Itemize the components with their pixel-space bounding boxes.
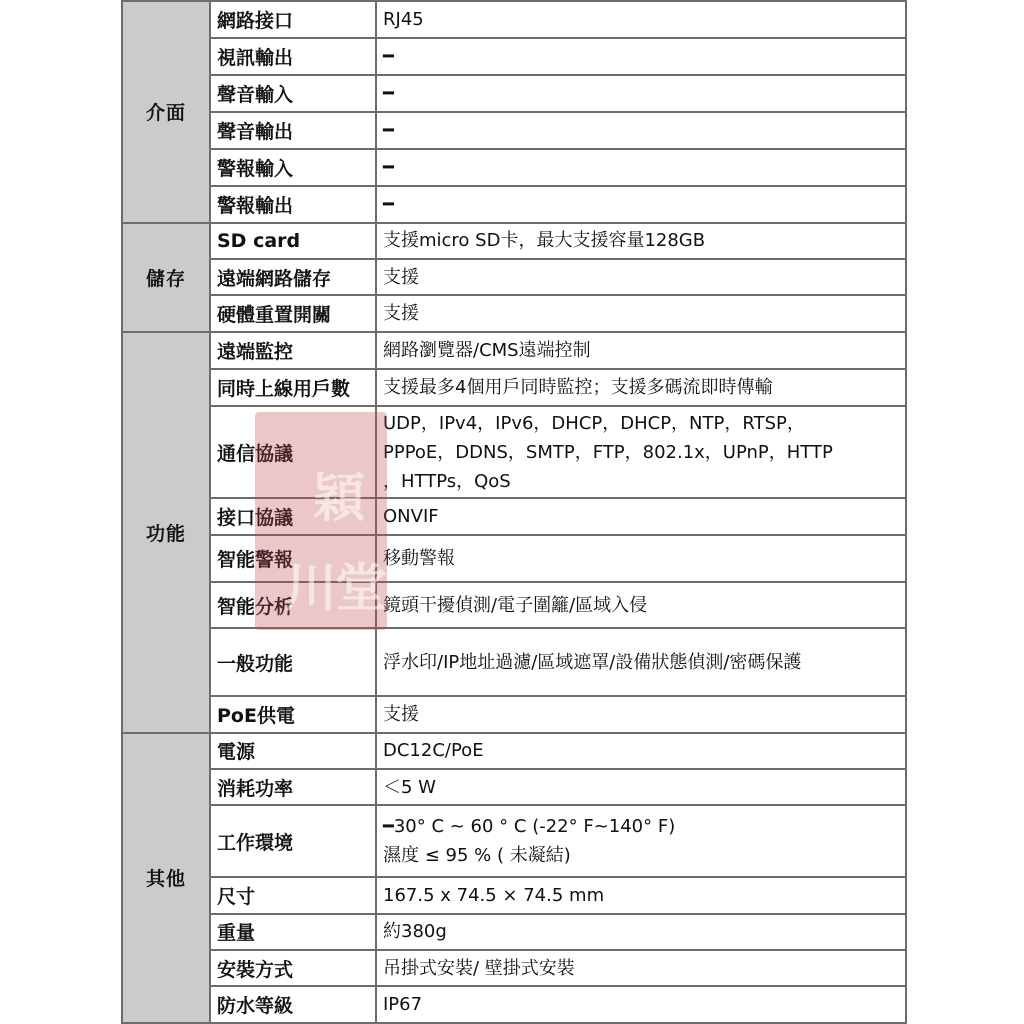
spec-value-line: ━ — [383, 193, 394, 215]
spec-value-line: RJ45 — [383, 9, 424, 31]
spec-table — [121, 0, 907, 1024]
spec-row — [122, 582, 906, 629]
spec-row — [122, 332, 906, 369]
spec-value-line: 濕度 ≤ 95 % ( 未凝結) — [383, 845, 571, 867]
spec-value — [376, 223, 906, 259]
spec-value-line: PPPoE，DDNS，SMTP，FTP，802.1x，UPnP，HTTP — [383, 441, 833, 463]
spec-value — [376, 259, 906, 295]
category-other: 其他 — [122, 733, 210, 1023]
spec-value — [376, 628, 906, 696]
spec-row — [122, 369, 906, 405]
spec-row — [122, 733, 906, 769]
spec-row — [122, 498, 906, 534]
spec-value-line: ━ — [383, 83, 394, 105]
spec-label: 重量 — [210, 914, 376, 950]
spec-row — [122, 628, 906, 696]
spec-value-line: IP67 — [383, 994, 423, 1016]
spec-value — [376, 950, 906, 986]
spec-value-line: 167.5 x 74.5 × 74.5 mm — [383, 884, 605, 906]
spec-label: 防水等級 — [210, 986, 376, 1023]
spec-value — [376, 769, 906, 805]
spec-value-line: ＜5 W — [383, 776, 436, 798]
spec-value-line: DC12C/PoE — [383, 740, 484, 762]
spec-value — [376, 149, 906, 186]
watermark-char: 川 — [285, 558, 338, 619]
spec-label: 安裝方式 — [210, 950, 376, 986]
spec-value — [376, 295, 906, 331]
spec-label: 警報輸出 — [210, 186, 376, 222]
spec-label: 遠端監控 — [210, 332, 376, 369]
spec-value — [376, 112, 906, 148]
spec-value-line: ，HTTPs，QoS — [383, 470, 511, 492]
spec-row — [122, 696, 906, 732]
spec-value — [376, 696, 906, 732]
spec-value-line: 網路瀏覽器/CMS遠端控制 — [383, 340, 591, 362]
spec-value — [376, 406, 906, 499]
spec-label: 聲音輸出 — [210, 112, 376, 148]
spec-value — [376, 986, 906, 1023]
spec-value — [376, 733, 906, 769]
spec-row — [122, 805, 906, 877]
spec-row — [122, 38, 906, 74]
spec-value-line: 支援 — [383, 303, 419, 325]
spec-row — [122, 769, 906, 805]
spec-row — [122, 986, 906, 1023]
spec-value-line: ━ — [383, 46, 394, 68]
spec-label: PoE供電 — [210, 696, 376, 732]
watermark-char: 堂 — [335, 558, 388, 619]
spec-label: 通信協議 — [210, 406, 376, 499]
spec-value-line: 鏡頭干擾偵測/電子圍籬/區域入侵 — [383, 594, 648, 616]
spec-value-line: 浮水印/IP地址過濾/區域遮罩/設備狀態偵測/密碼保護 — [383, 651, 802, 673]
spec-label: 聲音輸入 — [210, 75, 376, 112]
spec-label: 尺寸 — [210, 877, 376, 913]
spec-value — [376, 498, 906, 534]
spec-row — [122, 406, 906, 499]
spec-row — [122, 950, 906, 986]
spec-row — [122, 223, 906, 259]
spec-label: 網路接口 — [210, 1, 376, 38]
category-interface: 介面 — [122, 1, 210, 223]
spec-row — [122, 186, 906, 222]
spec-value-line: 約380g — [383, 921, 447, 943]
spec-row — [122, 914, 906, 950]
spec-value-line: 移動警報 — [383, 547, 455, 569]
spec-row — [122, 877, 906, 913]
spec-label: 一般功能 — [210, 628, 376, 696]
spec-value-line: 支援最多4個用戶同時監控；支援多碼流即時傳輸 — [383, 377, 773, 399]
spec-value-line: 支援 — [383, 266, 419, 288]
spec-value-line: 支援micro SD卡，最大支援容量128GB — [383, 230, 706, 252]
spec-label: 視訊輸出 — [210, 38, 376, 74]
spec-value — [376, 332, 906, 369]
spec-row — [122, 75, 906, 112]
spec-label: 智能分析 — [210, 582, 376, 629]
spec-label: 電源 — [210, 733, 376, 769]
spec-label: 接口協議 — [210, 498, 376, 534]
spec-label: 硬體重置開關 — [210, 295, 376, 331]
spec-label: 遠端網路儲存 — [210, 259, 376, 295]
spec-value-line: 支援 — [383, 703, 419, 725]
spec-value-line: ━ — [383, 156, 394, 178]
spec-label: 警報輸入 — [210, 149, 376, 186]
spec-label: SD card — [210, 223, 376, 259]
spec-value — [376, 75, 906, 112]
category-storage: 儲存 — [122, 223, 210, 332]
spec-row — [122, 295, 906, 331]
spec-value — [376, 877, 906, 913]
spec-value-line: UDP，IPv4，IPv6，DHCP，DHCP，NTP，RTSP， — [383, 412, 805, 434]
spec-value — [376, 805, 906, 877]
spec-value-line: 吊掛式安裝/ 壁掛式安裝 — [383, 957, 575, 979]
spec-value — [376, 369, 906, 405]
spec-value-line: ━ — [383, 120, 394, 142]
spec-row — [122, 535, 906, 582]
category-function: 功能 — [122, 332, 210, 733]
spec-label: 同時上線用戶數 — [210, 369, 376, 405]
spec-value — [376, 535, 906, 582]
spec-row — [122, 149, 906, 186]
spec-value — [376, 582, 906, 629]
spec-label: 智能警報 — [210, 535, 376, 582]
spec-value — [376, 914, 906, 950]
spec-value — [376, 38, 906, 74]
spec-row — [122, 112, 906, 148]
spec-label: 工作環境 — [210, 805, 376, 877]
spec-row — [122, 1, 906, 38]
watermark-char: 穎 — [313, 468, 366, 529]
spec-label: 消耗功率 — [210, 769, 376, 805]
spec-value-line: ━30° C ~ 60 ° C (-22° F~140° F) — [383, 816, 676, 838]
spec-value-line: ONVIF — [383, 506, 439, 528]
spec-value — [376, 186, 906, 222]
spec-value — [376, 1, 906, 38]
spec-row — [122, 259, 906, 295]
